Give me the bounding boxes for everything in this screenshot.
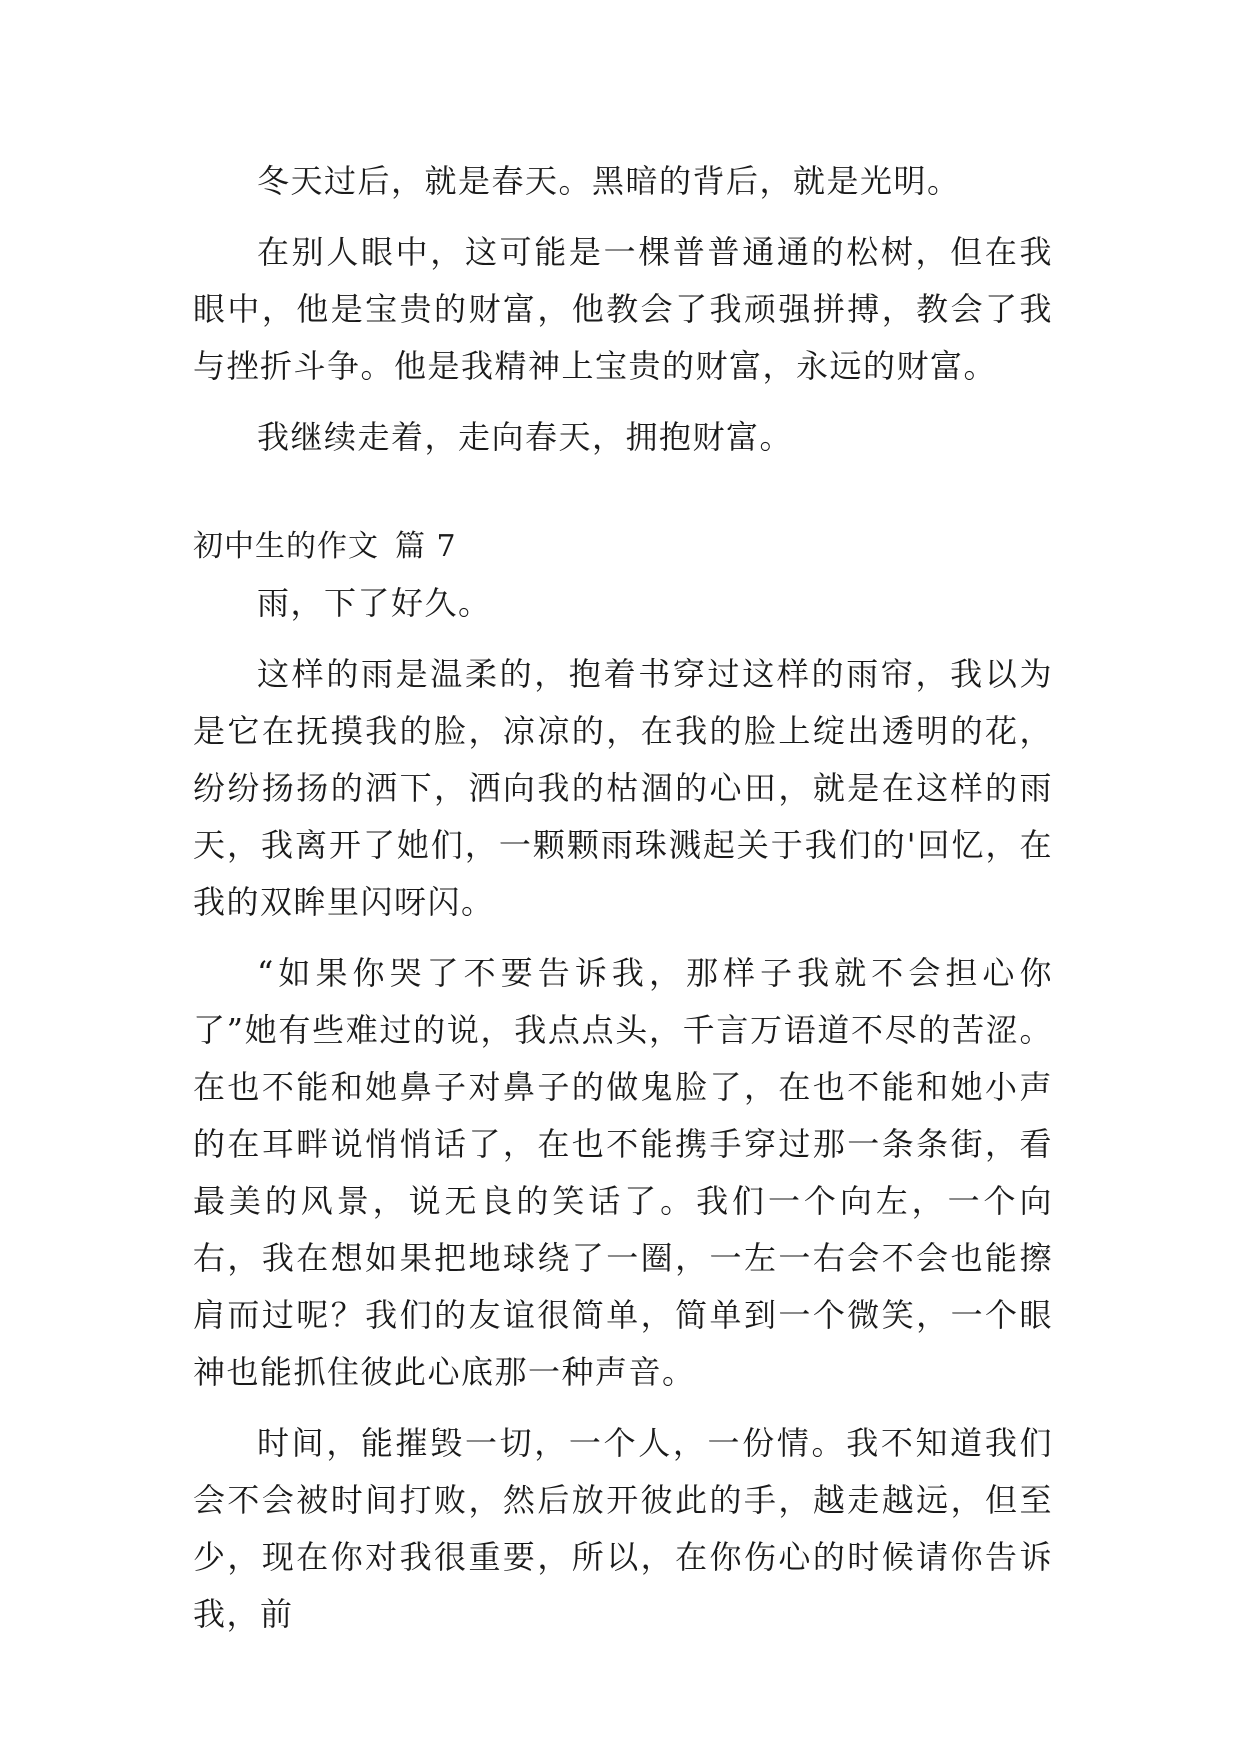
section-number: 篇 7 [395,529,457,564]
paragraph: “如果你哭了不要告诉我，那样子我就不会担心你了”她有些难过的说，我点点头，千言万语道不尽的苦涩。在也不能和她鼻子对鼻子的做鬼脸了，在也不能和她小声的在耳畔说悄悄话了，在也不能携手穿过那一条条街，看最美的风景，说无良的笑话了。我们一个向左，一个向右，我在想如果把地球绕了一圈，一左一右会不会也能擦肩而过呢？我们的友谊很简单，简单到一个微笑，一个眼神也能抓住彼此心底那一种声音。 [193,954,1053,1391]
document-page [193,153,1053,1643]
paragraph: 我继续走着，走向春天，拥抱财富。 [257,418,794,456]
paragraph: 时间，能摧毁一切，一个人，一份情。我不知道我们会不会被时间打败，然后放开彼此的手，越走越远，但至少，现在你对我很重要，所以，在你伤心的时候请你告诉我，前 [193,1424,1053,1633]
paragraph: 冬天过后，就是春天。黑暗的背后，就是光明。 [257,162,961,200]
paragraph: 雨，下了好久。 [257,584,492,622]
section-heading [193,518,1053,575]
paragraph: 这样的雨是温柔的，抱着书穿过这样的雨帘，我以为是它在抚摸我的脸，凉凉的，在我的脸上绽出透明的花，纷纷扬扬的洒下，洒向我的枯涸的心田，就是在这样的雨天，我离开了她们，一颗颗雨珠溅起关于我们的'回忆，在我的双眸里闪呀闪。 [193,655,1053,921]
section-title: 初中生的作文 [193,529,379,564]
paragraph: 在别人眼中，这可能是一棵普普通通的松树，但在我眼中，他是宝贵的财富，他教会了我顽强拼搏，教会了我与挫折斗争。他是我精神上宝贵的财富，永远的财富。 [193,233,1053,385]
